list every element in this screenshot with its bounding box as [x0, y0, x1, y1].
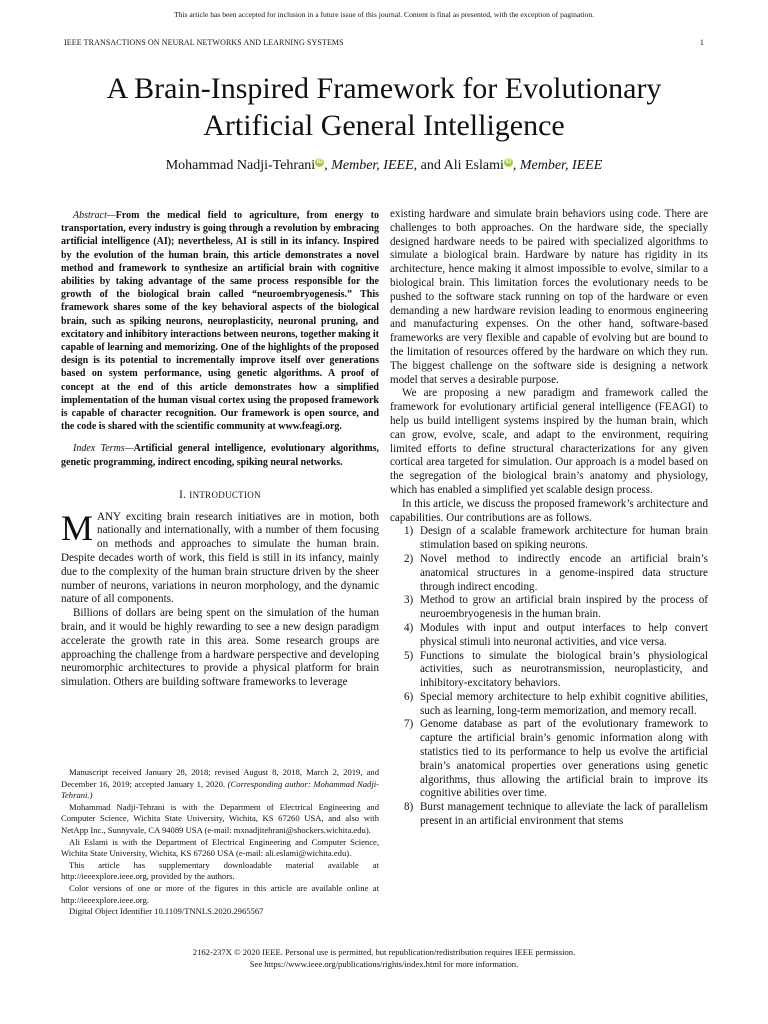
list-item-number: 3)	[404, 594, 414, 607]
index-terms-text: Artificial general intelligence, evolutionary algorithms, genetic programming, indirect encoding, spiking neural networks.	[61, 443, 380, 468]
author-name: Ali Eslami	[443, 158, 504, 173]
list-item-number: 2)	[404, 552, 414, 565]
rights-link-line: See https://www.ieee.org/publications/rights/index.html for more information.	[249, 958, 519, 969]
body-paragraph: We are proposing a new paradigm and framework called the framework for evolutionary artificial general intelligence (FEAGI) to help us build intelligent systems inspired by the human brain, which can grow, evolve, scale, and adapt to the environment, requiring limited efforts to define structural characterizations for any given cortical area targeted for simulation. Our approach is a model based on the segregation of the biological brain’s anatomy and physiology, which has enabled a simplified yet scalable design process.	[390, 387, 708, 496]
intro-paragraph	[61, 507, 379, 608]
drop-cap: M	[61, 507, 94, 548]
author-separator: ,	[512, 158, 520, 173]
abstract	[61, 209, 379, 433]
contributions-list	[390, 525, 708, 829]
list-item-text: Modules with input and output interfaces to help convert physical stimuli into neuronal activities, and vice versa.	[420, 621, 708, 648]
intro-text: ANY exciting brain research initiatives are in motion, both nationally and internationally, with a number of them focusing on methods and approaches to simulate the human brain. Despite decades worth of work, this field is still in its infancy, mainly due to the complexity of the human brain structure driven by the sheer number of neurons, variations in neuron morphology, and the dynamic nature of all components.	[61, 510, 379, 606]
footnotes	[61, 767, 379, 918]
corresponding-author: (Corresponding author: Mohammad Nadji-Tehrani.)	[61, 778, 379, 801]
color-note: Color versions of one or more of the figures in this article are available online at http://ieeexplore.ieee.org.	[61, 882, 379, 905]
abstract-text: From the medical field to agriculture, from energy to transportation, every industry is going through a revolution by embracing artificial intelligence (AI); nevertheless, AI is still in its infancy. Inspired by the evolution of the human brain, this article demonstrates a novel method and framework to synthesize an artificial brain with cognitive abilities by taking advantage of the same process responsible for the growth of the biological brain called “neuroembryogenesis.” This framework shares some of the key behavioral aspects of the biological brain, such as spiking neurons, neuroplasticity, neuronal pruning, and excitatory and inhibitory interactions between neurons, together making it capable of learning and memorizing. One of the highlights of the proposed design is its potential to incrementally improve itself over generations based on system performance, using genetic algorithms. A proof of concept at the end of this article demonstrates how a simplified implementation of the human visual cortex using the proposed framework is capable of character recognition. Our framework is open source, and the code is shared with the scientific community at www.feagi.org.	[61, 210, 379, 433]
orcid-icon[interactable]: iD	[505, 159, 512, 166]
index-terms-label: Index Terms—	[73, 443, 134, 455]
list-item-text: Burst management technique to alleviate the lack of parallelism present in an artificial environment that stems	[420, 801, 708, 828]
title-line-1: A Brain-Inspired Framework for Evolutionary	[106, 72, 662, 105]
list-item-number: 6)	[404, 690, 414, 703]
supplementary-note: This article has supplementary downloadable material available at http://ieeexplore.ieee.org, provided by the authors.	[61, 859, 379, 882]
paper-title	[40, 70, 728, 144]
copyright-notice	[0, 947, 768, 970]
list-item-number: 4)	[404, 621, 414, 634]
right-column	[390, 208, 708, 829]
running-header	[64, 38, 704, 47]
title-line-2: Artificial General Intelligence	[203, 109, 565, 142]
list-item-text: Design of a scalable framework architecture for human brain stimulation based on spiking neurons.	[420, 525, 708, 552]
author-membership: Member, IEEE	[519, 158, 603, 173]
author-name: Mohammad Nadji-Tehrani	[165, 158, 316, 173]
list-item	[390, 525, 708, 553]
list-item-number: 5)	[404, 649, 414, 662]
list-item	[390, 622, 708, 650]
list-item-number: 7)	[404, 718, 414, 731]
section-number: I.	[179, 488, 190, 501]
body-paragraph: In this article, we discuss the proposed framework’s architecture and capabilities. Our contributions are as follows.	[390, 497, 708, 524]
list-item	[390, 718, 708, 801]
list-item	[390, 594, 708, 622]
list-item-number: 8)	[404, 801, 414, 814]
list-item	[390, 801, 708, 829]
list-item	[390, 650, 708, 691]
abstract-label: Abstract—	[73, 210, 116, 221]
list-item-number: 1)	[404, 525, 414, 538]
author-line	[40, 158, 728, 174]
acceptance-notice: This article has been accepted for inclusion in a future issue of this journal. Content is final as presented, with the exception of pagination.	[173, 10, 595, 19]
author-conjunction: , and	[413, 158, 444, 173]
list-item-text: Functions to simulate the biological brain’s physiological activities, such as neurotransmission, neuroplasticity, and inhibitory-excitatory behaviors.	[420, 649, 708, 690]
index-terms	[61, 442, 379, 468]
intro-paragraph: Billions of dollars are being spent on the simulation of the human brain, and it would be highly rewarding to see a new design paradigm accelerate the growth rate in this area. Some research groups are approaching the challenge from a hardware perspective and developing neuromorphic architectures to provide a physical platform for brain simulation. Others are building software frameworks to leverage	[61, 607, 379, 689]
list-item	[390, 691, 708, 719]
body-paragraph: existing hardware and simulate brain behaviors using code. There are challenges to both approaches. On the hardware side, the specially designed hardware needs to be paired with specialized algorithms to simulate a biological brain. Hardware by nature has rigidity in its architecture, hence making it almost impossible to evolve, similar to a biological brain. This limitation forces the evolutionary needs to be pushed to the software stack running on top of the hardware or even demanding a new hardware revision leading to enormous engineering and manufacturing expenses. On the other hand, software-based frameworks are very flexible and capable of evolving but are bound to the limitation of resources offered by the hardware on which they run. The biggest challenge on the software side is designing a network model that serves a desirable purpose.	[390, 208, 708, 386]
list-item-text: Method to grow an artificial brain inspired by the process of neuroembryogenesis in the human brain.	[420, 594, 708, 621]
doi-note: Digital Object Identifier 10.1109/TNNLS.2020.2965567	[69, 906, 264, 917]
affiliation-note: Mohammad Nadji-Tehrani is with the Department of Electrical Engineering and Computer Science, Wichita State University, Wichita, KS 67260 USA, and also with NetApp Inc., Sunnyvale, CA 94089 USA (e-mail: mxnadjitehrani@shockers.wichita.edu).	[61, 801, 379, 835]
copyright-line: 2162-237X © 2020 IEEE. Personal use is permitted, but republication/redistribution requires IEEE permission.	[192, 947, 576, 957]
list-item	[390, 553, 708, 594]
journal-name: IEEE TRANSACTIONS ON NEURAL NETWORKS AND LEARNING SYSTEMS	[64, 38, 344, 47]
list-item-text: Special memory architecture to help exhibit cognitive abilities, such as learning, long-term memorization, and memory recall.	[420, 690, 708, 717]
affiliation-note: Ali Eslami is with the Department of Electrical Engineering and Computer Science, Wichita State University, Wichita, KS 67260 USA (e-mail: ali.eslami@wichita.edu).	[61, 836, 379, 859]
list-item-text: Novel method to indirectly encode an artificial brain’s anatomical structures in a genome-inspired data structure through indirect encoding.	[420, 552, 708, 593]
orcid-icon[interactable]: iD	[316, 159, 323, 166]
manuscript-dates: Manuscript received January 28, 2018; revised August 8, 2018, March 2, 2019, and December 16, 2019; accepted January 1, 2020.	[61, 767, 379, 789]
section-heading	[61, 489, 379, 503]
page-number: 1	[699, 38, 704, 47]
section-title: INTRODUCTION	[189, 489, 261, 500]
left-column	[61, 209, 379, 690]
author-separator: ,	[324, 158, 332, 173]
manuscript-note	[61, 767, 379, 802]
list-item-text: Genome database as part of the evolutionary framework to capture the artificial brain’s genomic information along with statistics tied to its performance to help us evolve the artificial brain’s anatomical properties over generations using genetic algorithms, thus allowing the artificial brain to improve its cognitive abilities over time.	[420, 718, 708, 800]
author-membership: Member, IEEE	[331, 158, 414, 173]
